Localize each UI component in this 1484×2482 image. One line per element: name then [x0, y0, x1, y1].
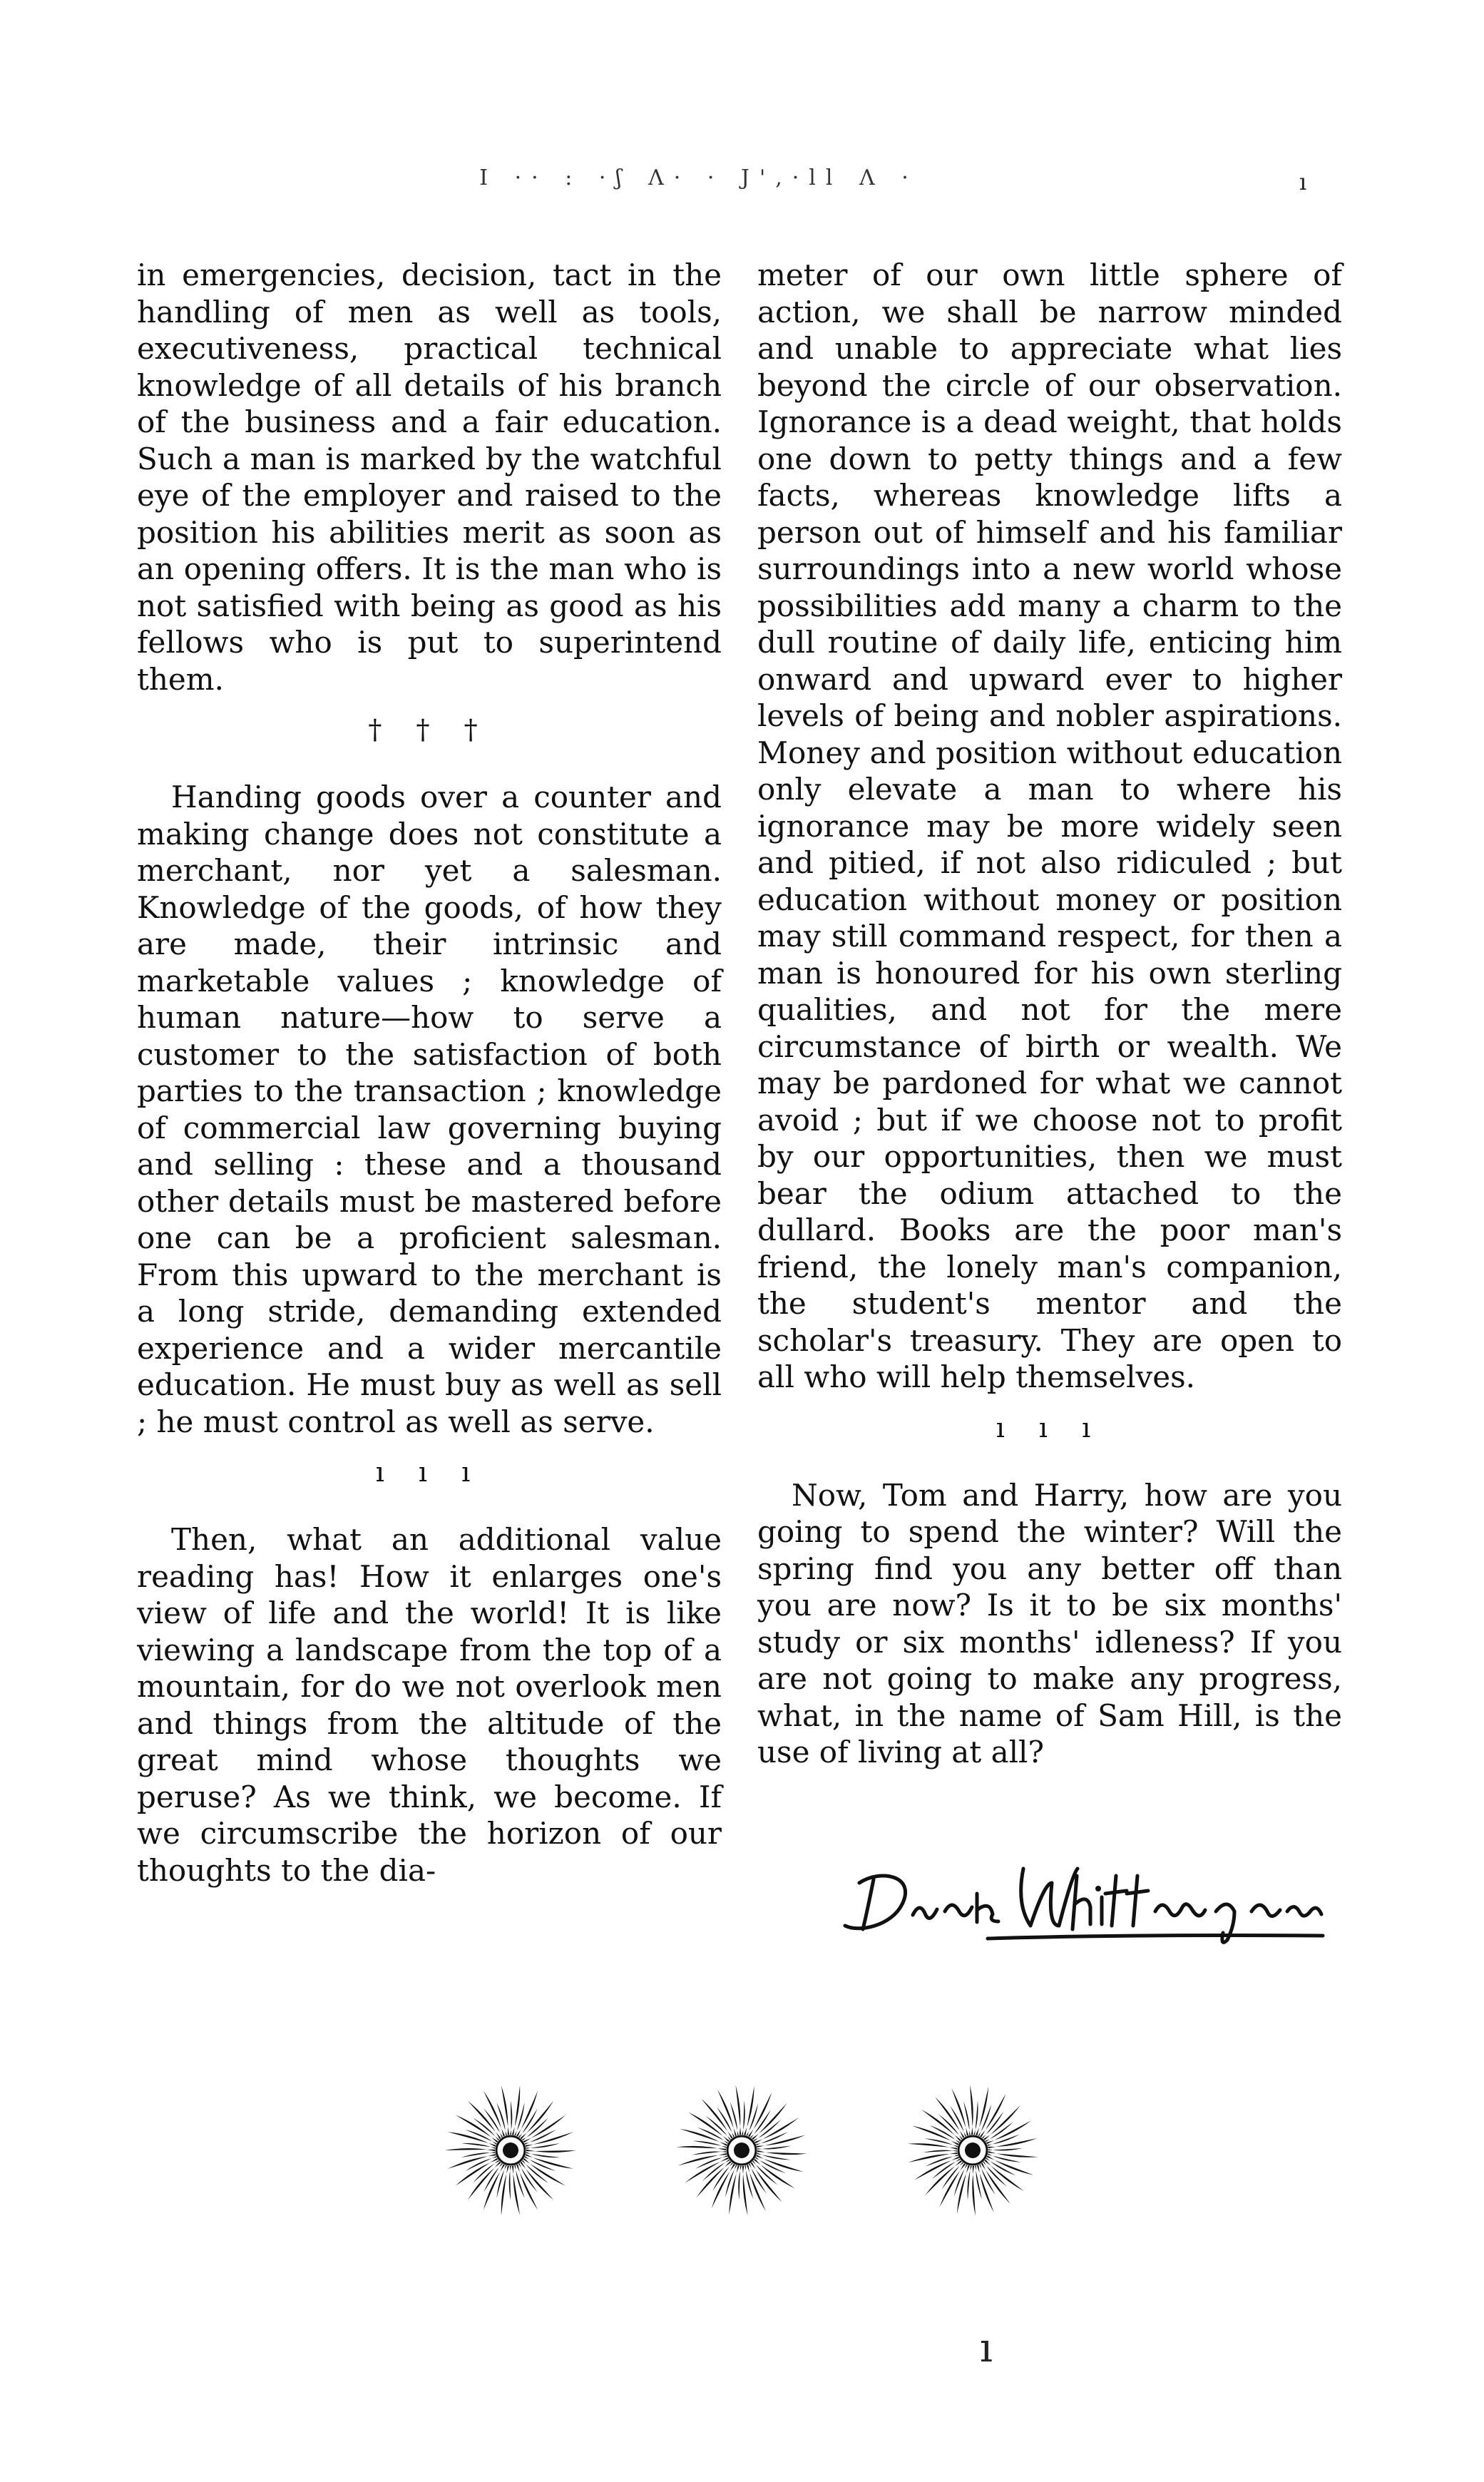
running-head: I ·· : ·ʃ Λ· · J',·ll Λ ·: [479, 165, 918, 190]
sunburst-ray: [729, 2165, 740, 2215]
sunburst-ray: [501, 2166, 509, 2216]
sunburst-ray: [970, 2085, 973, 2135]
ornament-row: [0, 2079, 1484, 2243]
sunburst-ray: [972, 2166, 976, 2216]
sunburst-graphic: [670, 2079, 813, 2222]
sunburst-ray: [501, 2085, 509, 2135]
sunburst-ray: [981, 2162, 1010, 2204]
paragraph: in emergencies, decision, tact in the handling of men as well as tools, executiveness, practical technical knowledge of all details of his branch of the business and a fair education. Such a man is marked by the watchful eye of the employer and raised to the position his abilities merit as soon as an opening offers. It is the man who is not satisfied with being as good as his fellows who is put to superintend them.: [137, 257, 722, 697]
sunburst-ray: [448, 2154, 496, 2169]
sunburst-ray: [456, 2158, 498, 2186]
sunburst-ray: [676, 2146, 726, 2150]
paragraph: meter of our own little sphere of action, we shall be narrow minded and unable to appreciate what lies beyond the circle of our observation. Ignorance is a dead weight, that holds one down to petty things and a few facts, whereas knowledge lifts a person out of himself and his familiar surroundings into a new world whose possibilities add many a charm to the dull routine of daily life, enticing him onward and upward ever to higher levels of being and nobler aspirations. Money and position without education only elevate a man to where his ignorance may be more widely seen and pitied, if not also ridiculed ; but education without money or position may still command respect, for then a man is honoured for his own sterling qualities, and not for the mere circumstance of birth or wealth. We may be pardoned for what we cannot avoid ; but if we choose not to profit by our opportunities, then we must bear the odium attached to the dullard. Books are the poor man's friend, the lonely man's companion, the student's mentor and the scholar's treasury. They are open to all who will help themselves.: [757, 257, 1342, 1394]
sunburst-center: [965, 2143, 981, 2158]
sunburst-ray: [736, 2085, 742, 2135]
sunburst-ray: [912, 2125, 958, 2145]
sunburst-ray: [483, 2090, 505, 2136]
sunburst-center: [503, 2143, 518, 2158]
sunburst-ray: [468, 2101, 501, 2140]
right-column: [757, 257, 1342, 1771]
sunburst-ray: [483, 2163, 503, 2192]
sunburst-ray: [975, 2165, 982, 2199]
left-column: [137, 257, 722, 1889]
sunburst-ray: [701, 2099, 732, 2139]
sunburst-icon: [670, 2079, 813, 2222]
sunburst-ray: [525, 2130, 556, 2145]
sunburst-ray: [445, 2148, 495, 2151]
sunburst-ray: [465, 2156, 496, 2171]
sunburst-ray: [935, 2097, 964, 2138]
sunburst-ray: [963, 2101, 971, 2135]
sunburst-ray: [750, 2110, 771, 2138]
sunburst-ray: [509, 2166, 511, 2200]
sunburst-ray: [756, 2155, 804, 2172]
sunburst-ray: [988, 2151, 1038, 2157]
sunburst-ray: [973, 2100, 978, 2135]
sunburst-ray: [512, 2166, 520, 2216]
sunburst-ray: [987, 2155, 1033, 2175]
sunburst-ray: [908, 2143, 958, 2150]
sunburst-ray: [526, 2152, 561, 2157]
sunburst-ray: [518, 2108, 538, 2138]
section-separator: ı ı ı: [996, 1411, 1104, 1444]
sunburst-ray: [522, 2118, 548, 2140]
sunburst-ray: [757, 2135, 805, 2148]
section-separator: † † †: [368, 714, 491, 745]
sunburst-graphic: [439, 2079, 582, 2222]
sunburst-ray: [510, 2100, 512, 2135]
sunburst-ray: [692, 2151, 726, 2155]
sunburst-icon: [439, 2079, 582, 2222]
paragraph: Then, what an additional value reading has! How it enlarges one's view of life and the world! It is like viewing a landscape from the top of a mountain, for do we not overlook men and things from the altitude of the great mind whose thoughts we peruse? As we think, we become. If we circumscribe the horizon of our thoughts to the dia-: [137, 1522, 722, 1888]
sunburst-ray: [742, 2100, 745, 2135]
sunburst-ray: [680, 2129, 727, 2146]
sunburst-ray: [742, 2166, 748, 2216]
paragraph: Now, Tom and Harry, how are you going to spend the winter? Will the spring find you any better off than you are now? Is it to be six months' study or six months' idleness? If you are not going to make any progress, what, in the name of Sam Hill, is the use of living at all?: [757, 1477, 1342, 1769]
sunburst-ray: [526, 2132, 574, 2147]
page-mark: ı: [1299, 168, 1307, 195]
sunburst-ray: [738, 2166, 742, 2200]
sunburst-ray: [712, 2162, 733, 2191]
sunburst-icon: [901, 2079, 1044, 2222]
sunburst-ray: [744, 2086, 754, 2135]
sunburst-ray: [516, 2165, 538, 2210]
sunburst-ray: [757, 2150, 807, 2155]
sunburst-ray: [923, 2150, 957, 2152]
sunburst-ray: [757, 2146, 792, 2150]
sunburst-ray: [988, 2148, 1023, 2150]
signature-graphic: [831, 1854, 1344, 1954]
signature: [831, 1854, 1344, 1954]
sunburst-graphic: [901, 2079, 1044, 2222]
sunburst-ray: [968, 2166, 972, 2200]
paragraph: Handing goods over a counter and making change does not constitute a merchant, nor yet a salesman. Knowledge of the goods, of how they are made, their intrinsic and marketable values ; knowledge of human nature—how to serve a customer to the satisfaction of both parties to the transaction ; knowledge of commercial law governing buying and selling : these and a thousand other details must be mastered before one can be a proficient salesman. From this upward to the merchant is a long stride, demanding extended experience and a wider mercantile education. He must buy as well as sell ; he must control as well as serve.: [137, 780, 722, 1439]
sunburst-ray: [526, 2143, 561, 2149]
section-separator: ı ı ı: [375, 1456, 483, 1488]
sunburst-ray: [461, 2143, 496, 2149]
sunburst-ray: [461, 2152, 496, 2157]
sunburst-ray: [526, 2150, 576, 2152]
sunburst-ray: [678, 2153, 727, 2166]
sunburst-ray: [751, 2162, 782, 2202]
sunburst-ray: [523, 2115, 566, 2143]
sunburst-ray: [473, 2160, 499, 2183]
sunburst-center: [734, 2143, 749, 2158]
sunburst-ray: [512, 2085, 520, 2135]
folio-mark: ı: [980, 2325, 993, 2371]
sunburst-ray: [521, 2162, 554, 2200]
